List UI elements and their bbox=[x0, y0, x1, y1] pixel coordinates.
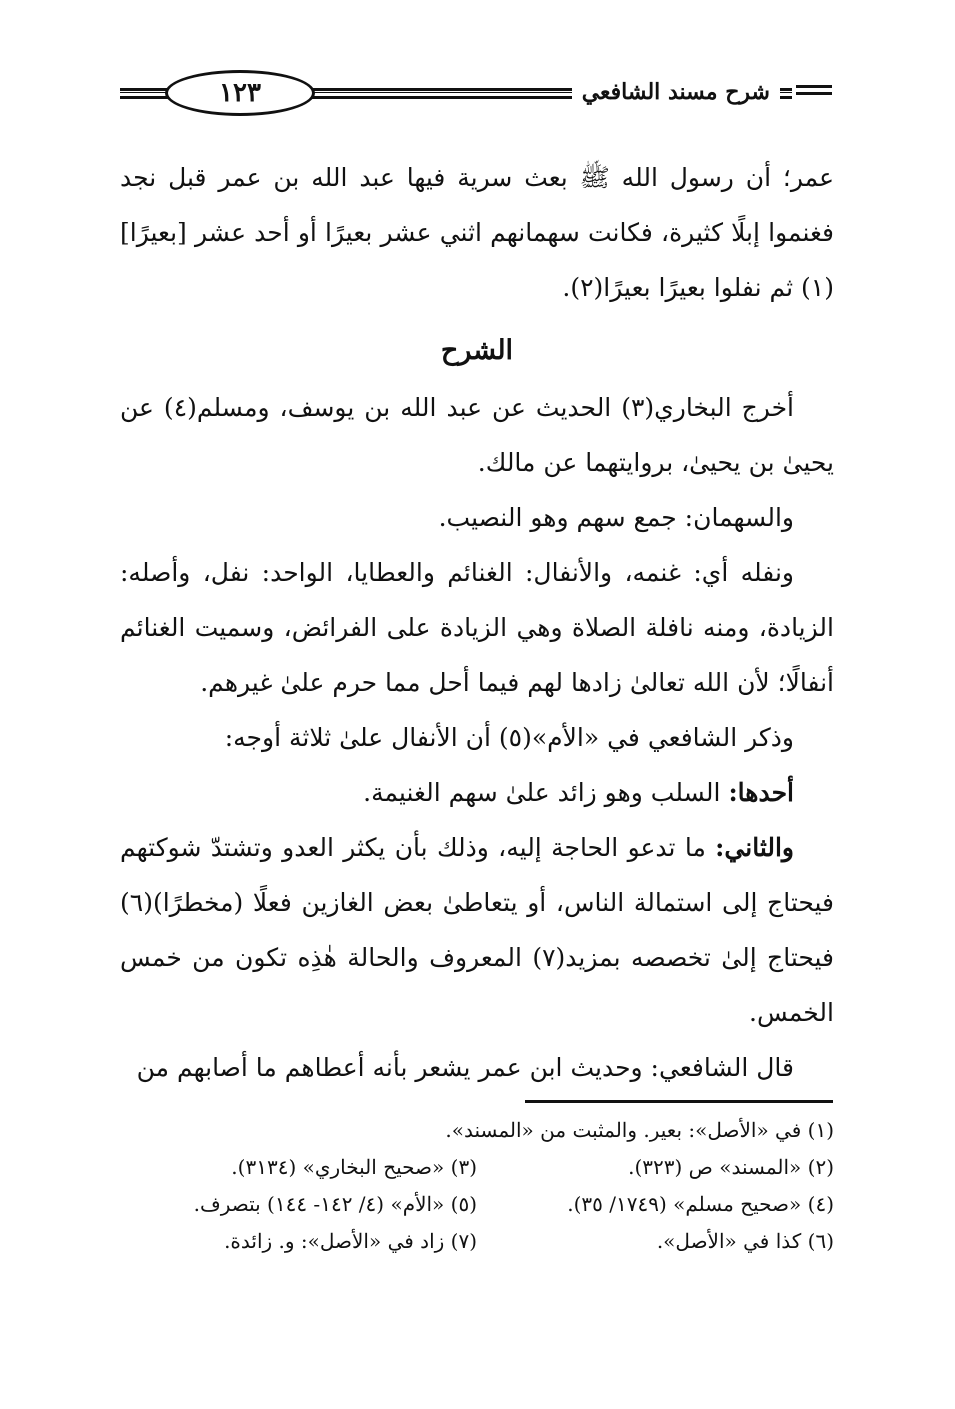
paragraph-first-way bbox=[120, 765, 834, 820]
second-way-text: ما تدعو الحاجة إليه، وذلك بأن يكثر العدو وتشتدّ شوكتهم فيحتاج إلى استمالة الناس، أو يتعاطىٰ بعض الغازين فعلًا (مخطرًا)(٦) فيحتاج إلىٰ تخصصه بمزيد(٧) المعروف والحالة هٰذِه تكون من خمس الخمس. bbox=[120, 833, 834, 1027]
footnotes bbox=[120, 1112, 834, 1260]
footnote-2: (٢) «المسند» ص (٣٢٣). bbox=[628, 1155, 834, 1179]
footnote-6: (٦) كذا في «الأصل». bbox=[656, 1229, 834, 1253]
section-title: الشرح bbox=[440, 335, 514, 366]
paragraph-shafii-comment: قال الشافعي: وحديث ابن عمر يشعر بأنه أعطاهم ما أصابهم من bbox=[136, 1053, 794, 1082]
footnote-7: (٧) زاد في «الأصل»: و. زائدة. bbox=[224, 1229, 477, 1253]
hadith-text: عمر؛ أن رسول الله ﷺ بعث سرية فيها عبد الله بن عمر قبل نجد فغنموا إبلًا كثيرة، فكانت سهمانهم اثني عشر بعيرًا أو أحد عشر [بعيرًا](١) ثم نفلوا بعيرًا بعيرًا(٢). bbox=[120, 163, 834, 302]
page-header bbox=[120, 70, 832, 122]
second-way-label: والثاني: bbox=[715, 833, 794, 862]
paragraph-second-way bbox=[120, 820, 834, 1040]
footnote-4: (٤) «صحيح مسلم» (١٧٤٩/ ٣٥). bbox=[567, 1192, 834, 1216]
main-text bbox=[120, 150, 834, 1095]
footnote-1: (١) في «الأصل»: بعير. والمثبت من «المسند». bbox=[445, 1118, 834, 1142]
paragraph-umm: وذكر الشافعي في «الأم»(٥) أن الأنفال علىٰ ثلاثة أوجه: bbox=[224, 723, 794, 752]
paragraph-nafal: ونفله أي: غنمه، والأنفال: الغنائم والعطايا، الواحد: نفل، وأصله: الزيادة، ومنه نافلة الصلاة وهي الزيادة على الفرائض، وسميت الغنائم أنفالًا؛ لأن الله تعالىٰ زادها لهم فيما أحل مما حرم علىٰ غيرهم. bbox=[120, 558, 834, 697]
header-end-ornament bbox=[792, 83, 832, 101]
running-title: شرح مسند الشافعي bbox=[572, 74, 780, 110]
footnote-separator bbox=[525, 1100, 833, 1103]
paragraph-sihman: والسهمان: جمع سهم وهو النصيب. bbox=[438, 503, 794, 532]
footnote-5: (٥) «الأم» (٤/ ١٤٢- ١٤٤) بتصرف. bbox=[193, 1192, 477, 1216]
first-way-text: السلب وهو زائد علىٰ سهم الغنيمة. bbox=[363, 778, 721, 807]
footnote-3: (٣) «صحيح البخاري» (٣١٣٤). bbox=[231, 1155, 477, 1179]
paragraph-takhrij: أخرج البخاري(٣) الحديث عن عبد الله بن يوسف، ومسلم(٤) عن يحيىٰ بن يحيىٰ، بروايتهما عن مالك. bbox=[120, 393, 834, 477]
first-way-label: أحدها: bbox=[728, 778, 794, 807]
page-number: ١٢٣ bbox=[165, 70, 315, 116]
